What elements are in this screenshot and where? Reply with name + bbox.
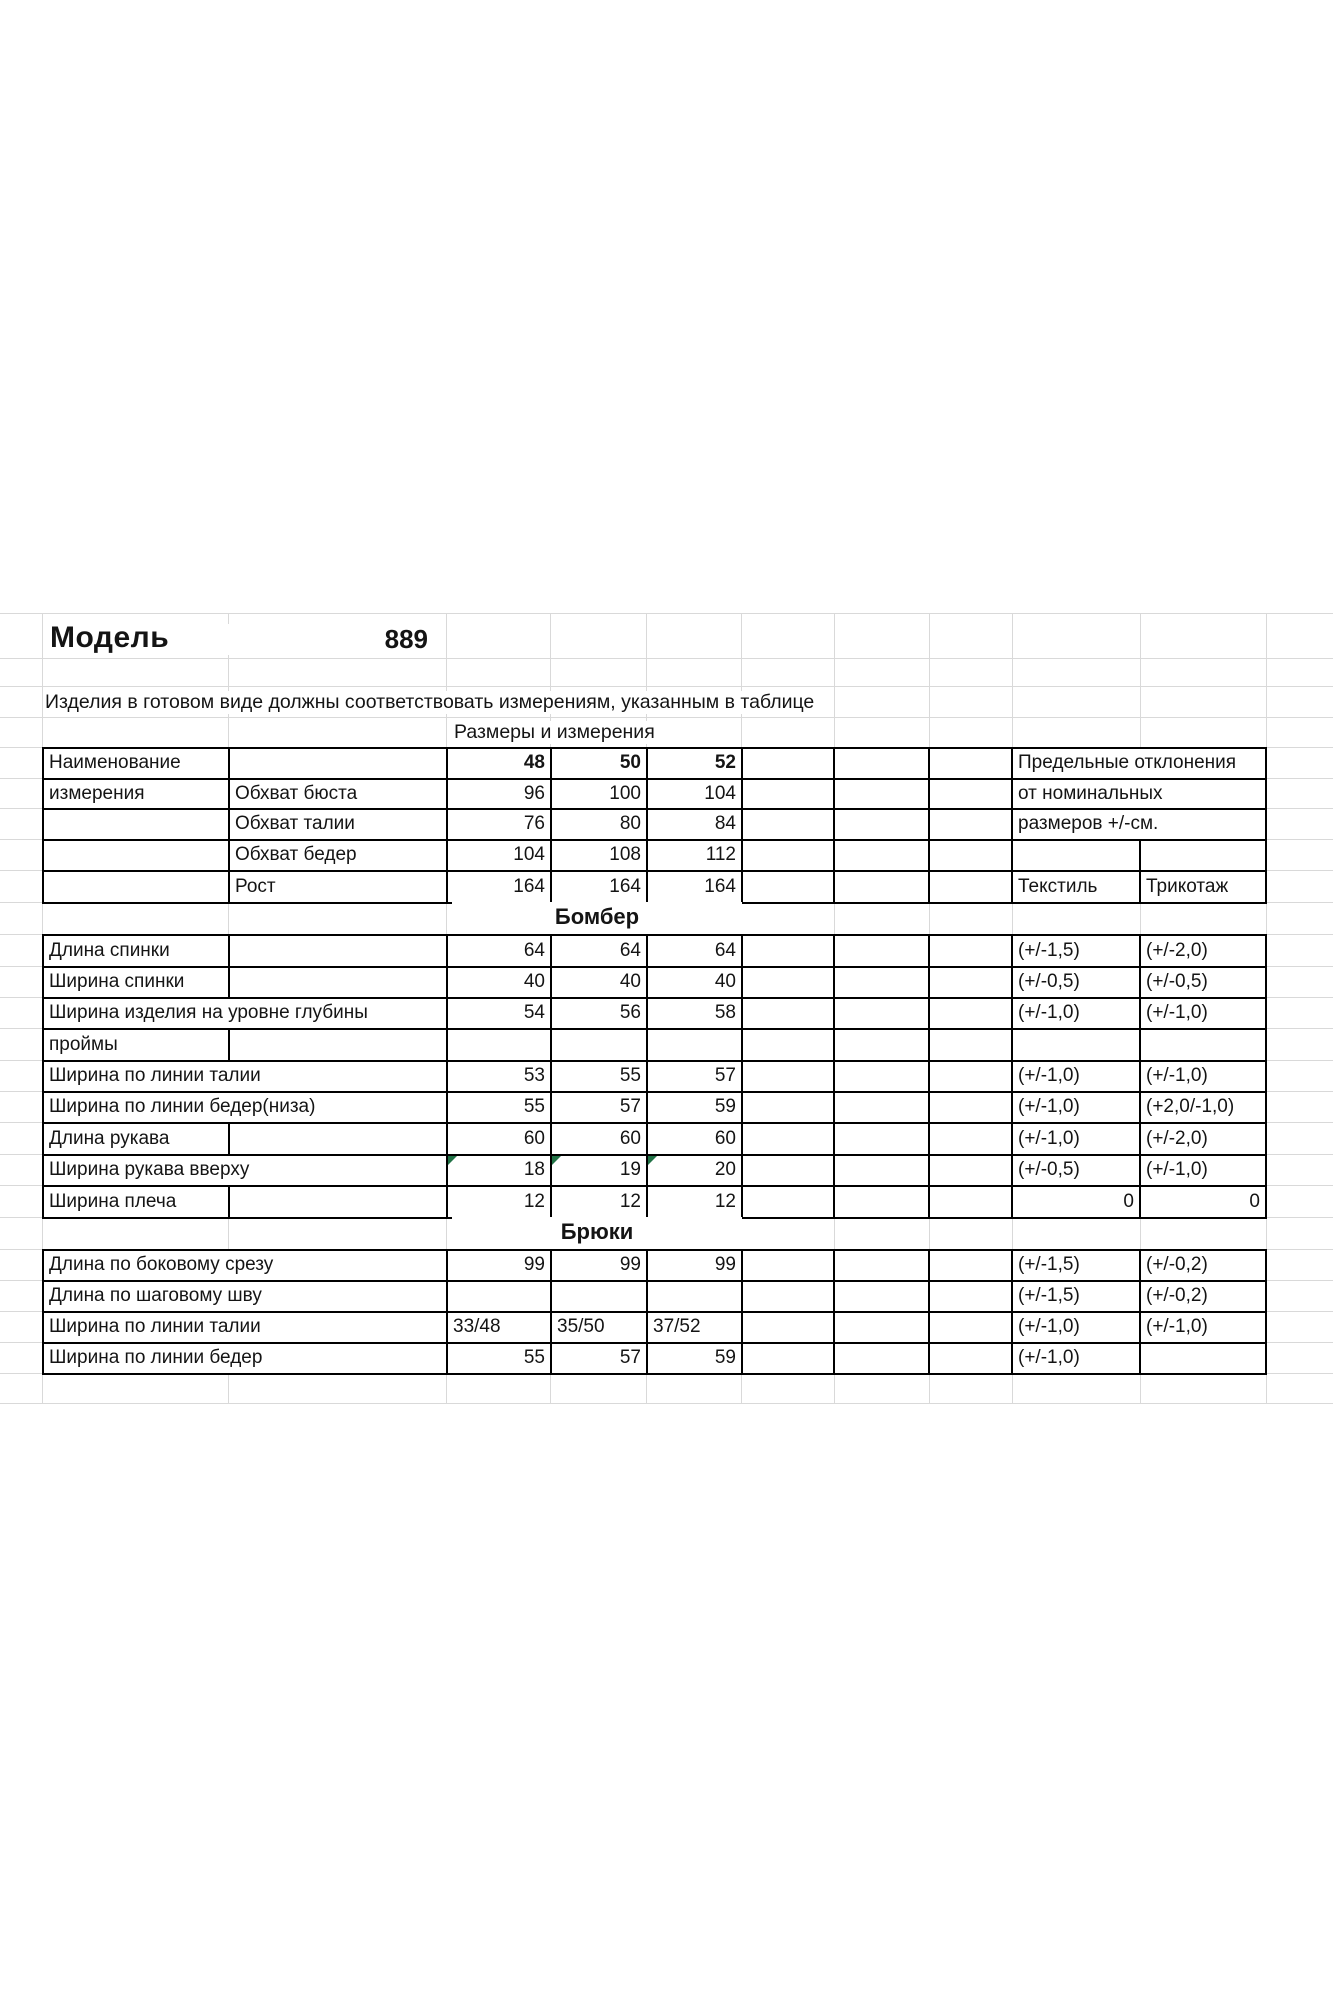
empty-cell: [929, 1123, 1012, 1155]
size-value-cell: 12: [447, 1186, 551, 1218]
size-value-cell: [551, 1281, 647, 1312]
empty-cell: [929, 935, 1012, 967]
row-label: проймы: [43, 1029, 229, 1061]
textile-col-header: Текстиль: [1012, 871, 1140, 903]
size-value-cell: 64: [551, 935, 647, 967]
param-value-cell: 104: [647, 779, 742, 809]
trousers-table: [42, 1249, 1267, 1375]
param-label-cell: Рост: [229, 871, 447, 903]
empty-cell: [834, 1343, 929, 1374]
empty-cell: [742, 998, 834, 1029]
size-value-cell: 60: [447, 1123, 551, 1155]
empty-cell: [929, 809, 1012, 840]
header-row: [43, 871, 1266, 903]
tolerance-cell: (+/-1,0): [1140, 1312, 1266, 1343]
empty-cell: [834, 1123, 929, 1155]
size-value-cell: 99: [647, 1250, 742, 1281]
tolerance-cell: (+/-1,0): [1012, 1123, 1140, 1155]
empty-cell: [834, 935, 929, 967]
empty-cell: [742, 1061, 834, 1092]
empty-cell: [834, 840, 929, 871]
size-value-cell: 20: [647, 1155, 742, 1186]
param-value-cell: 164: [647, 871, 742, 903]
measurement-row: [43, 1155, 1266, 1186]
size-value-cell: [647, 1281, 742, 1312]
size-value-cell: 55: [447, 1092, 551, 1123]
empty-cell: [742, 1029, 834, 1061]
size-value-cell: 59: [647, 1343, 742, 1374]
tolerance-cell: (+/-2,0): [1140, 1123, 1266, 1155]
size-value-cell: 55: [447, 1343, 551, 1374]
empty-cell: [229, 1123, 447, 1155]
header-row: [43, 809, 1266, 840]
param-value-cell: 76: [447, 809, 551, 840]
tolerance-cell: [1012, 1029, 1140, 1061]
row-label: Длина спинки: [43, 935, 229, 967]
header-row: [43, 779, 1266, 809]
empty-cell: [43, 840, 229, 871]
param-label-cell: Обхват бедер: [229, 840, 447, 871]
row-label: Ширина по линии талии: [43, 1312, 447, 1343]
compliance-note: Изделия в готовом виде должны соответствовать измерениям, указанным в таблице: [45, 691, 822, 714]
gridline-horizontal: [0, 613, 1333, 614]
section-label: Бомбер: [452, 902, 742, 934]
empty-cell: [929, 1250, 1012, 1281]
row-label: Ширина плеча: [43, 1186, 229, 1218]
empty-cell: [929, 1061, 1012, 1092]
empty-cell: [43, 871, 229, 903]
table-caption: Размеры и измерения: [454, 721, 663, 744]
tolerance-cell: [1140, 1343, 1266, 1374]
param-value-cell: 84: [647, 809, 742, 840]
size-value-cell: 35/50: [551, 1312, 647, 1343]
tolerance-cell: 0: [1012, 1186, 1140, 1218]
tolerance-cell: 0: [1140, 1186, 1266, 1218]
param-value-cell: 104: [447, 840, 551, 871]
empty-cell: [834, 967, 929, 998]
empty-cell: [929, 1186, 1012, 1218]
empty-cell: [834, 998, 929, 1029]
empty-cell: [742, 871, 834, 903]
size-value-cell: 64: [447, 935, 551, 967]
empty-cell: [834, 1061, 929, 1092]
row-label: Длина по шаговому шву: [43, 1281, 447, 1312]
measurement-row: [43, 1250, 1266, 1281]
size-value-cell: 19: [551, 1155, 647, 1186]
size-value-cell: 99: [447, 1250, 551, 1281]
empty-cell: [929, 1312, 1012, 1343]
size-value-cell: [551, 1029, 647, 1061]
measurement-row: [43, 1061, 1266, 1092]
tolerance-cell: (+/-1,5): [1012, 1281, 1140, 1312]
tolerance-cell: (+/-0,2): [1140, 1250, 1266, 1281]
empty-cell: [1140, 840, 1266, 871]
tolerance-cell: (+/-1,0): [1012, 1312, 1140, 1343]
bomber-table: [42, 934, 1267, 1219]
empty-cell: [929, 1029, 1012, 1061]
measurement-row: [43, 1343, 1266, 1374]
size-value-cell: 33/48: [447, 1312, 551, 1343]
tolerance-note-cell: размеров +/-см.: [1012, 809, 1266, 840]
gridline-horizontal: [0, 1403, 1333, 1404]
tolerance-cell: (+/-1,0): [1012, 1343, 1140, 1374]
empty-cell: [229, 1186, 447, 1218]
size-value-cell: 60: [647, 1123, 742, 1155]
measurement-row: [43, 1312, 1266, 1343]
header-name-cell: Наименование: [43, 748, 229, 779]
size-value-cell: 37/52: [647, 1312, 742, 1343]
header-row: [43, 840, 1266, 871]
empty-cell: [929, 1092, 1012, 1123]
row-label: Длина по боковому срезу: [43, 1250, 447, 1281]
row-label: Длина рукава: [43, 1123, 229, 1155]
param-value-cell: 112: [647, 840, 742, 871]
tolerance-note-cell: Предельные отклонения: [1012, 748, 1266, 779]
size-value-cell: [447, 1029, 551, 1061]
empty-cell: [929, 840, 1012, 871]
empty-cell: [929, 871, 1012, 903]
empty-cell: [929, 998, 1012, 1029]
empty-cell: [834, 809, 929, 840]
gridline-horizontal: [0, 658, 1333, 659]
size-value-cell: 18: [447, 1155, 551, 1186]
param-label-cell: Обхват бюста: [229, 779, 447, 809]
size-value-cell: 53: [447, 1061, 551, 1092]
empty-cell: [742, 779, 834, 809]
empty-cell: [742, 1250, 834, 1281]
size-value-cell: 58: [647, 998, 742, 1029]
tolerance-cell: (+/-1,0): [1140, 1061, 1266, 1092]
empty-cell: [742, 1281, 834, 1312]
param-value-cell: 108: [551, 840, 647, 871]
size-value-cell: 12: [551, 1186, 647, 1218]
size-header-cell: 50: [551, 748, 647, 779]
size-value-cell: 55: [551, 1061, 647, 1092]
tolerance-note-cell: от номинальных: [1012, 779, 1266, 809]
empty-cell: [229, 748, 447, 779]
param-value-cell: 96: [447, 779, 551, 809]
empty-cell: [229, 935, 447, 967]
tolerance-cell: (+/-1,5): [1012, 935, 1140, 967]
gridline-horizontal: [0, 717, 1333, 718]
row-label: Ширина рукава вверху: [43, 1155, 447, 1186]
header-row: [43, 748, 1266, 779]
header-name-cell: измерения: [43, 779, 229, 809]
empty-cell: [929, 967, 1012, 998]
param-label-cell: Обхват талии: [229, 809, 447, 840]
empty-cell: [834, 1250, 929, 1281]
size-value-cell: 12: [647, 1186, 742, 1218]
size-value-cell: 56: [551, 998, 647, 1029]
size-value-cell: [447, 1281, 551, 1312]
measurement-row: [43, 935, 1266, 967]
gridline-horizontal: [0, 686, 1333, 687]
empty-cell: [929, 748, 1012, 779]
tolerance-cell: (+/-1,0): [1140, 998, 1266, 1029]
size-value-cell: [647, 1029, 742, 1061]
tolerance-cell: (+/-1,0): [1012, 998, 1140, 1029]
empty-cell: [742, 1155, 834, 1186]
model-number: 889: [228, 624, 428, 655]
empty-cell: [834, 1092, 929, 1123]
tolerance-cell: (+/-0,5): [1012, 967, 1140, 998]
section-label: Брюки: [452, 1217, 742, 1249]
empty-cell: [742, 1092, 834, 1123]
row-label: Ширина по линии бедер(низа): [43, 1092, 447, 1123]
measurement-row: [43, 998, 1266, 1029]
size-value-cell: 40: [551, 967, 647, 998]
empty-cell: [834, 1186, 929, 1218]
tolerance-cell: (+/-0,5): [1012, 1155, 1140, 1186]
tolerance-cell: (+/-0,5): [1140, 967, 1266, 998]
size-value-cell: 57: [647, 1061, 742, 1092]
spreadsheet: [0, 613, 1333, 1405]
empty-cell: [929, 1343, 1012, 1374]
model-label: Модель: [50, 621, 170, 654]
row-label: Ширина по линии талии: [43, 1061, 447, 1092]
empty-cell: [229, 967, 447, 998]
param-value-cell: 164: [551, 871, 647, 903]
empty-cell: [742, 1343, 834, 1374]
measurements-header-table: [42, 747, 1267, 904]
size-header-cell: 52: [647, 748, 742, 779]
empty-cell: [929, 1281, 1012, 1312]
empty-cell: [742, 809, 834, 840]
knitwear-col-header: Трикотаж: [1140, 871, 1266, 903]
empty-cell: [834, 1281, 929, 1312]
row-label: Ширина спинки: [43, 967, 229, 998]
size-value-cell: 60: [551, 1123, 647, 1155]
row-label: Ширина по линии бедер: [43, 1343, 447, 1374]
tolerance-cell: (+2,0/-1,0): [1140, 1092, 1266, 1123]
empty-cell: [834, 1155, 929, 1186]
tolerance-cell: (+/-1,0): [1012, 1092, 1140, 1123]
empty-cell: [834, 871, 929, 903]
tolerance-cell: [1140, 1029, 1266, 1061]
empty-cell: [742, 1312, 834, 1343]
size-value-cell: 64: [647, 935, 742, 967]
tolerance-cell: (+/-2,0): [1140, 935, 1266, 967]
param-value-cell: 164: [447, 871, 551, 903]
measurement-row: [43, 1029, 1266, 1061]
empty-cell: [742, 935, 834, 967]
empty-cell: [229, 1029, 447, 1061]
measurement-row: [43, 1092, 1266, 1123]
param-value-cell: 100: [551, 779, 647, 809]
empty-cell: [742, 1186, 834, 1218]
tolerance-cell: (+/-0,2): [1140, 1281, 1266, 1312]
size-value-cell: 59: [647, 1092, 742, 1123]
empty-cell: [742, 1123, 834, 1155]
param-value-cell: 80: [551, 809, 647, 840]
empty-cell: [834, 1029, 929, 1061]
empty-cell: [43, 809, 229, 840]
empty-cell: [742, 967, 834, 998]
empty-cell: [929, 779, 1012, 809]
empty-cell: [929, 1155, 1012, 1186]
empty-cell: [742, 840, 834, 871]
empty-cell: [834, 779, 929, 809]
measurement-row: [43, 1186, 1266, 1218]
size-value-cell: 40: [647, 967, 742, 998]
tolerance-cell: (+/-1,0): [1140, 1155, 1266, 1186]
size-value-cell: 54: [447, 998, 551, 1029]
measurement-row: [43, 1281, 1266, 1312]
size-value-cell: 99: [551, 1250, 647, 1281]
size-value-cell: 40: [447, 967, 551, 998]
empty-cell: [742, 748, 834, 779]
row-label: Ширина изделия на уровне глубины: [43, 998, 447, 1029]
size-value-cell: 57: [551, 1343, 647, 1374]
measurement-row: [43, 967, 1266, 998]
empty-cell: [834, 748, 929, 779]
measurement-row: [43, 1123, 1266, 1155]
tolerance-cell: (+/-1,0): [1012, 1061, 1140, 1092]
size-value-cell: 57: [551, 1092, 647, 1123]
size-header-cell: 48: [447, 748, 551, 779]
empty-cell: [1012, 840, 1140, 871]
tolerance-cell: (+/-1,5): [1012, 1250, 1140, 1281]
empty-cell: [834, 1312, 929, 1343]
